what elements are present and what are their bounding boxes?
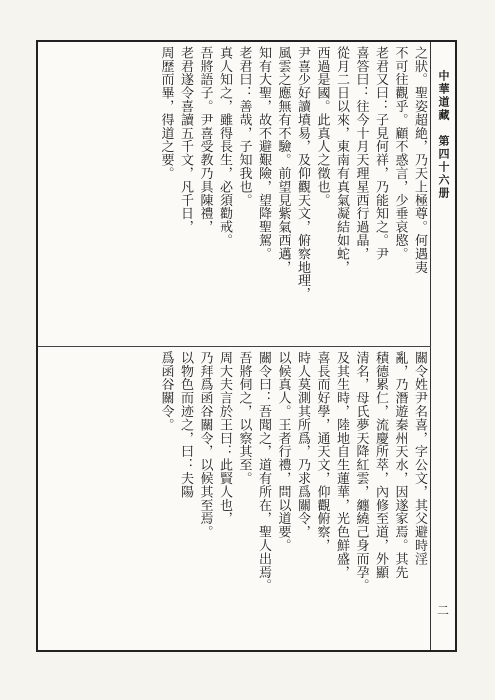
lower-text-block	[38, 347, 431, 651]
text-column: 及其生時，陸地自生蓮華，光色鮮盛，	[334, 350, 349, 579]
page-frame	[36, 40, 457, 652]
text-column: 尹喜少好讀墳易，及仰觀天文，俯察地理，	[295, 46, 310, 301]
text-column: 西過是國。此真人之徵也。	[314, 46, 330, 207]
text-column: 老君遂令喜讀五千文，凡千日，	[178, 46, 193, 234]
page-header-column	[430, 42, 455, 650]
text-column: 以物色而迹之，曰：夫陽	[178, 350, 193, 498]
text-column: 關令曰：吾聞之，道有所在，聖人出焉。	[256, 350, 271, 592]
text-column: 喜答曰：往今十月天理星西行過晶，	[353, 46, 369, 261]
text-column: 吾將語子。尹喜受教乃具陳禮，	[197, 46, 213, 234]
text-column: 時人莫測其所爲，乃求爲關令，	[295, 350, 310, 539]
text-area	[38, 42, 431, 650]
book-title: 中華道藏 第四十六册	[437, 70, 450, 200]
text-column: 周大夫言於王曰：此賢人也，	[217, 350, 232, 525]
text-column: 不可往觀乎。顧不惑言，少垂哀愍。	[392, 46, 408, 261]
text-column: 之狀。聖姿超絶，乃天上極尊。何遇夷	[412, 46, 427, 274]
text-column: 從月二日以來，東南有真氣凝結如蛇，	[334, 46, 349, 274]
text-column: 清名，母氏夢天降紅雲，纏繞己身而孕。	[353, 350, 369, 592]
text-column: 老君曰：善哉，子知我也。	[236, 46, 252, 207]
text-column: 積德累仁，流慶所萃，內修至道，外顯	[373, 350, 388, 579]
page-number: 二	[435, 604, 450, 616]
text-column: 知有大聖，故不避艱險，望降聖駕。	[256, 46, 271, 261]
text-column: 真人知之，雖得長生，必須勸戒。	[217, 46, 232, 247]
text-column: 風雲之應無有不驗。前望見紫氣西邁，	[275, 46, 291, 274]
text-column: 以候真人。王者行禮，問以道要。	[275, 350, 291, 552]
text-column: 喜長而好學，通天文，仰觀俯察，	[314, 350, 330, 552]
upper-text-block	[38, 42, 431, 347]
text-column: 周歷而畢，得道之要。	[158, 46, 174, 180]
text-column: 亂，乃潛遊秦州天水，因遂家焉。其先	[392, 350, 408, 579]
text-column: 老君又曰：子見何祥，乃能知之。尹	[373, 46, 388, 261]
text-column: 吾將伺之，以察其至。	[236, 350, 252, 485]
text-column: 乃拜爲函谷關令，以候其至焉。	[197, 350, 213, 539]
text-column: 關令姓尹名喜，字公文，其父避時淫	[412, 350, 427, 565]
text-column: 爲函谷關令。	[158, 350, 174, 431]
